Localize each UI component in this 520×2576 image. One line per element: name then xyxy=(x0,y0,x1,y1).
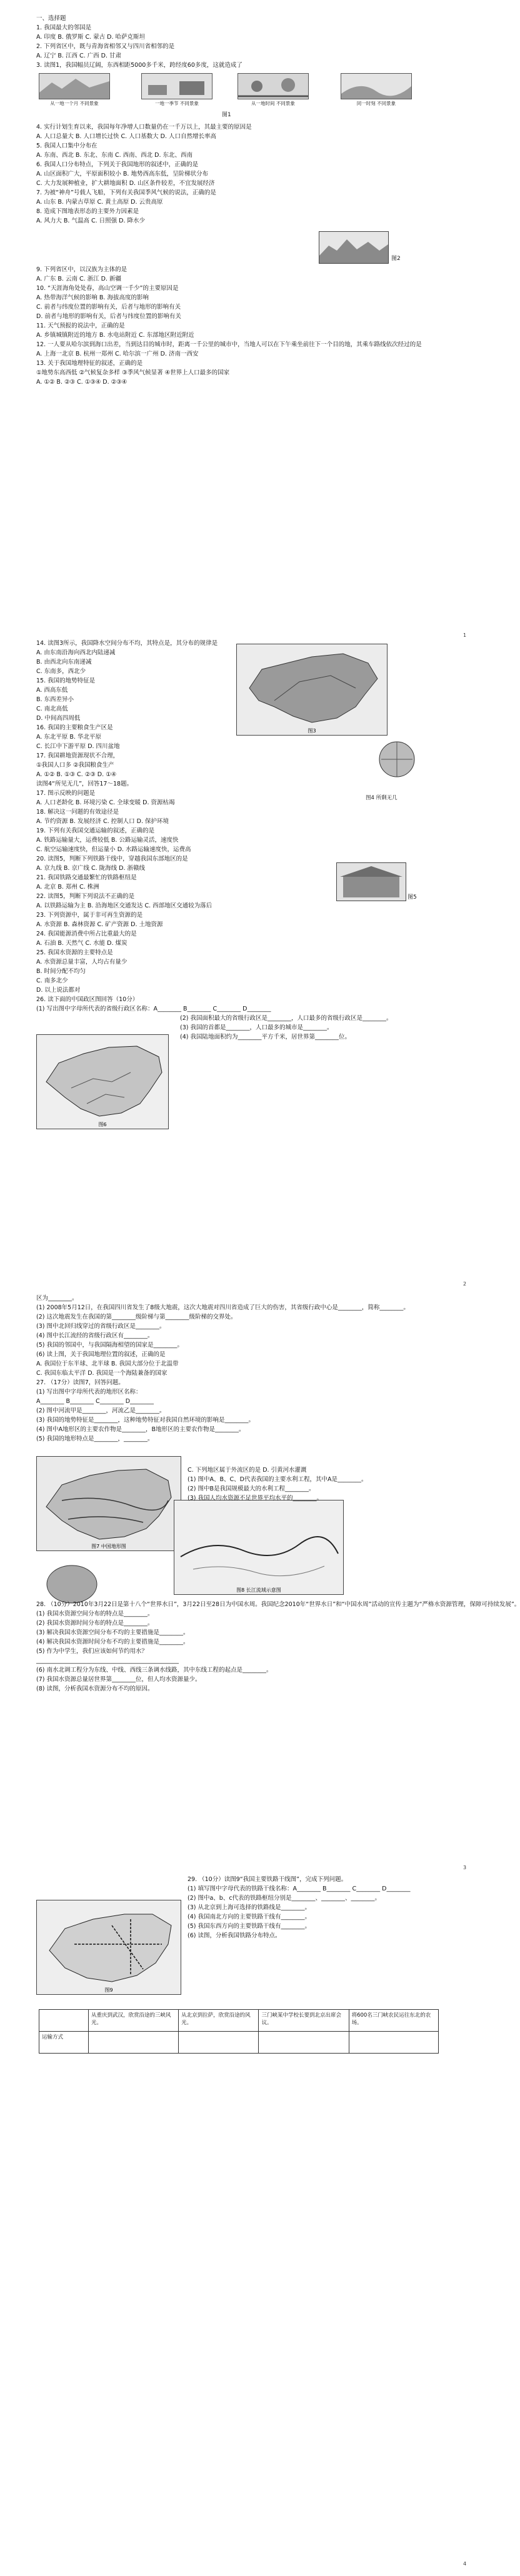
question-line: 4. 实行计划生育以来，我国每年净增人口数量仍在一千万以上，其最主要的原因是 xyxy=(36,124,252,131)
question-line: (1) 2008年5月12日，在我国四川省发生了8级大地震，这次大地震对四川省造成了巨大的伤害，其省级行政中心是________，简称________。 xyxy=(36,1304,409,1311)
china-political-map-sketch xyxy=(37,1035,168,1129)
figure-7-caption: 图7 中国地形图 xyxy=(91,1544,126,1549)
question-line: A. 乡镇城镇附近的地方 B. 水电站附近 C. 东部地区附近附近 xyxy=(36,332,194,339)
question-line: A. 热带海洋气候的影响 B. 海拔高度的影响 xyxy=(36,294,149,301)
question-line: D. 以上说法都对 xyxy=(36,987,81,994)
question-line: 12. 一人要从哈尔滨到海口出差，当到达目的城市时，距离一千公里的城市中，当地人可以在下午乘坐前往下一个目的地，其乘车路线依次经过的是 xyxy=(36,341,422,348)
question-line: 11. 天气预报的说法中，正确的是 xyxy=(36,322,125,329)
question-line: C. 我国东临太平洋 D. 我国是一个海陆兼备的国家 xyxy=(36,1370,168,1377)
composite-questions-26-27 xyxy=(36,1294,468,1444)
question-line: A. 石油 B. 天然气 C. 水能 D. 煤炭 xyxy=(36,940,128,947)
figure-8 xyxy=(174,1500,344,1595)
question-line: A. 山区面积广大，平原面积较小 B. 地势西高东低，呈阶梯状分布 xyxy=(36,171,208,177)
question-line: C. 下列地区属于外流区的是 D. 引黄河水灌溉 xyxy=(188,1467,307,1474)
question-line: 17. 图示反映的问题是 xyxy=(36,790,96,797)
question-line: (3) 我国人均水资源不足世界平均水平的________。 xyxy=(188,1495,322,1502)
table-cell: 将600名三门峡农民运往东北的农场。 xyxy=(349,2010,438,2032)
figure-5-caption: 图5 xyxy=(408,894,417,901)
question-line: 7. 为被“神舟”号载人飞船，下列有关我国季风气候的说法，正确的是 xyxy=(36,189,216,196)
question-line: (1) 填写图中字母代表的铁路干线名称：A________ B________ C________ D________ xyxy=(188,1885,411,1892)
question-line: (4) 图中长江流经的省级行政区有________。 xyxy=(36,1332,154,1339)
question-line: C. 航空运输速度快，但运量小 D. 水路运输速度快，运费高 xyxy=(36,846,191,853)
question-line: 1. 我国最大的邻国是 xyxy=(36,24,92,31)
composite-questions-28 xyxy=(36,1600,520,1694)
question-line: 20. 读图5，判断下列铁路干线中，穿越我国东部地区的是 xyxy=(36,856,188,862)
answer-cell[interactable] xyxy=(179,2032,259,2054)
page-number: 2 xyxy=(463,1281,467,1287)
question-line: C. 大力发展种植业，扩大耕地面积 D. 山区条件较差，不宜发展经济 xyxy=(36,180,215,187)
table-cell: 三门峡某中学校长要到北京出席会议。 xyxy=(259,2010,349,2032)
table-cell: 从北京到拉萨，欣赏沿途的风光。 xyxy=(179,2010,259,2032)
question-line: (4) 解决我国水资源时间分布不均的主要措施是________。 xyxy=(36,1639,189,1645)
question-line: (6) 南水北调工程分为东线、中线、西线三条调水线路，其中东线工程的起点是________。 xyxy=(36,1667,272,1674)
yangtze-basin-map-sketch xyxy=(174,1500,343,1594)
question-line: (4) 我国陆地面积约为________平方千米，居世界第________位。 xyxy=(180,1034,351,1041)
figure-2-caption: 图2 xyxy=(391,256,401,262)
question-line: (2) 图中a、b、c代表的铁路枢纽分别是________、________、________。 xyxy=(188,1895,381,1902)
question-line: 8. 造成下图地表形态的主要外力因素是 xyxy=(36,208,139,215)
figure-1-panel-caption: 从一地时间 不同景象 xyxy=(251,101,295,106)
question-line: 27. （17分）读图7，回答问题。 xyxy=(36,1379,124,1386)
question-line: 24. 我国能源消费中所占比重最大的是 xyxy=(36,931,137,937)
question-line: C. 南北高低 xyxy=(36,706,68,712)
question-line: B. 时间分配不均匀 xyxy=(36,968,86,975)
question-line: 22. 读图5，判断下列说法不正确的是 xyxy=(36,893,135,900)
question-line: (2) 这次地震发生在我国的第________级阶梯与第________级阶梯的交界处。 xyxy=(36,1314,237,1320)
question-line: D. 中间高四周低 xyxy=(36,715,81,722)
question-line: A. 水资源 B. 森林资源 C. 矿产资源 D. 土地资源 xyxy=(36,921,163,928)
figure-3-caption: 图3 xyxy=(308,728,316,734)
question-line: A. 水资源总量丰富，人均占有量少 xyxy=(36,959,128,966)
question-line: (7) 我国水资源总量居世界第________位，但人均水资源量少。 xyxy=(36,1676,201,1683)
question-line: C. 前者与纬度位置的影响有关，后者与地形的影响有关 xyxy=(36,304,181,311)
figure-1-panel-caption: 一地一季节 不同景象 xyxy=(155,101,199,106)
question-line: (2) 图中河流甲是________，河流乙是________。 xyxy=(36,1407,166,1414)
question-line: 10. “天涯海角处处春，高山空调一千少”的主要原因是 xyxy=(36,285,179,292)
figure-7 xyxy=(36,1456,181,1551)
question-line: (3) 我国的首都是________，人口最多的城市是________。 xyxy=(180,1024,333,1031)
question-line: 26. 读下面的中国政区图回答（10分） xyxy=(36,996,139,1003)
question-line: 9. 下列省区中，以汉族为主体的是 xyxy=(36,266,128,273)
question-line: A. 东北平原 B. 华北平原 xyxy=(36,734,101,741)
question-line: A. 北京 B. 郑州 C. 株洲 xyxy=(36,884,99,891)
question-line: 16. 我国的主要粮食生产区是 xyxy=(36,724,113,731)
question-line: B. 由西北向东南递减 xyxy=(36,659,92,666)
question-line: (1) 写出图中字母所代表的地形区名称： xyxy=(36,1389,142,1395)
question-line: 29. （10分）读图9“我国主要铁路干线图”，完成下列问题。 xyxy=(188,1876,348,1883)
table-cell xyxy=(39,2010,89,2032)
answer-cell[interactable] xyxy=(89,2032,179,2054)
question-line: A. 上海一北京 B. 杭州一郑州 C. 哈尔滨一广州 D. 济南一西安 xyxy=(36,351,199,357)
landscape-sketch xyxy=(142,74,212,99)
question-line: A. 人口老龄化 B. 环境污染 C. 全球变暖 D. 资源枯竭 xyxy=(36,799,175,806)
figure-1-panel xyxy=(341,73,412,106)
figure-9-caption: 图9 xyxy=(104,1987,113,1993)
question-line: (3) 图中北回归线穿过的省级行政区是________。 xyxy=(36,1323,166,1330)
question-line: A. 西高东低 xyxy=(36,687,68,694)
question-line: 14. 读图3所示，我国降水空间分布不均，其特点是，其分布的规律是 xyxy=(36,640,218,647)
question-line: A. 山东 B. 内蒙古草原 C. 黄土高原 D. 云贵高原 xyxy=(36,199,163,206)
question-line: A. 节约资源 B. 发展经济 C. 控制人口 D. 保护环境 xyxy=(36,818,169,825)
table-row xyxy=(39,2010,439,2032)
question-line: 3. 读图1，我国幅员辽阔，东西相距5000多千米，跨经度60多度，这就造成了 xyxy=(36,62,242,69)
table-cell: 从重庆到武汉，欣赏沿途的三峡风光。 xyxy=(89,2010,179,2032)
question-line: A. 风力大 B. 气温高 C. 日照强 D. 降水少 xyxy=(36,217,146,224)
question-line: 17. 我国耕地资源现状不合理， xyxy=(36,752,119,759)
question-line: (5) 我国的邻国中，与我国隔海相望的国家是________。 xyxy=(36,1342,183,1349)
landform-sketch xyxy=(319,232,388,263)
question-line: (5) 作为中学生，我们应该如何节约用水？ xyxy=(36,1648,148,1655)
question-line: (3) 我国的地势特征是________，这种地势特征对我国自然环境的影响是________。 xyxy=(36,1417,254,1424)
page-number: 1 xyxy=(463,632,467,638)
question-line: (3) 解决我国水资源空间分布不均的主要措施是________。 xyxy=(36,1629,189,1636)
question-line: 区为________。 xyxy=(36,1295,78,1302)
question-line: A. 广东 B. 云南 C. 浙江 D. 新疆 xyxy=(36,276,122,282)
question-line: C. 东南多，西北少 xyxy=(36,668,86,675)
question-line: C. 长江中下游平原 D. 四川盆地 xyxy=(36,743,120,750)
question-line: 28. （10分）2010年3月22日是第十八个“世界水日”，3月22日至28日为中国水周。我国纪念2010年“世界水日”和“中国水周”活动的宣传主题为“严格水资源管理，保障可持续发展”。 xyxy=(36,1601,520,1608)
question-line: A. 铁路运输量大，运费较低 B. 公路运输灵活，速度快 xyxy=(36,837,179,844)
landscape-sketch xyxy=(341,74,411,99)
railway-map-sketch xyxy=(37,1900,181,1994)
question-line: D. 前者与地形的影响有关，后者与纬度位置的影响有关 xyxy=(36,313,181,320)
question-line: (2) 我国水资源时间分布的特点是________。 xyxy=(36,1620,154,1627)
question-line: 18. 解决这一问题的有效途径是 xyxy=(36,809,119,816)
figure-6 xyxy=(36,1034,169,1129)
question-line: A. ①② B. ①③ C. ②③ D. ①④ xyxy=(36,771,117,778)
question-line: 15. 我国的地势特征是 xyxy=(36,677,96,684)
landscape-sketch xyxy=(39,74,109,99)
question-line: 读图4“所见无几”，回答17～18题。 xyxy=(36,781,133,787)
question-line: A. 人口总量大 B. 人口增长过快 C. 人口基数大 D. 人口自然增长率高 xyxy=(36,133,217,140)
choice-questions-4-8 xyxy=(36,122,468,226)
question-line: (6) 读图，分析我国铁路分布特点。 xyxy=(188,1932,281,1939)
question-line: (4) 我国南北方向的主要铁路干线有________。 xyxy=(188,1914,311,1920)
answer-cell[interactable] xyxy=(349,2032,438,2054)
question-line: A. 我国位于东半球、北半球 B. 我国大部分位于北温带 xyxy=(36,1360,179,1367)
question-line: A________ B________ C________ D________ xyxy=(36,1398,154,1405)
table-row xyxy=(39,2032,439,2054)
choice-questions-1-3 xyxy=(36,14,468,70)
figure-1-panel xyxy=(39,73,110,106)
question-line: (5) 我国的地形特点是________，________。 xyxy=(36,1435,154,1442)
question-line: 19. 下列有关我国交通运输的叙述，正确的是 xyxy=(36,827,155,834)
question-line: 2. 下列省区中，既与青海省相邻又与四川省相邻的是 xyxy=(36,43,175,50)
figure-4-caption: 图4 所剩无几 xyxy=(366,795,398,801)
table-row-header: 运输方式 xyxy=(39,2032,89,2054)
question-line: ①我国人口多 ②我国粮食生产 xyxy=(36,762,114,769)
question-line: 13. 关于我国地理特征的叙述，正确的是 xyxy=(36,360,143,367)
composite-questions-27-28 xyxy=(188,1465,468,1503)
question-line: (2) 图中B是我国规模最大的水利工程________。 xyxy=(188,1485,315,1492)
answer-cell[interactable] xyxy=(259,2032,349,2054)
choice-questions-14-26 xyxy=(36,639,468,1061)
figure-1-panel xyxy=(141,73,212,106)
figure-1-panel xyxy=(238,73,309,106)
question-line: A. 印度 B. 俄罗斯 C. 蒙古 D. 哈萨克斯坦 xyxy=(36,34,146,41)
section-title: 一、选择题 xyxy=(36,15,66,22)
composite-question-29 xyxy=(188,1875,468,1940)
question-line: 21. 我国铁路交通最繁忙的铁路枢纽是 xyxy=(36,874,137,881)
question-line: C. 南多北少 xyxy=(36,977,68,984)
question-line: (5) 我国东西方向的主要铁路干线有________。 xyxy=(188,1923,311,1930)
question-line: (4) 图中A地形区的主要农作物是________，B地形区的主要农作物是________。 xyxy=(36,1426,245,1433)
question-line: A. 辽宁 B. 江西 C. 广西 D. 甘肃 xyxy=(36,52,122,59)
question-line: (2) 我国面积最大的省级行政区是________，人口最多的省级行政区是________。 xyxy=(180,1015,392,1022)
question-line: (8) 读图，分析我国水资源分布不均的原因。 xyxy=(36,1685,154,1692)
question-line: (1) 写出图中字母所代表的省级行政区名称：A________ B________ C________ D________ xyxy=(36,1006,271,1012)
choice-questions-9-13 xyxy=(36,265,468,387)
figure-1-panel-caption: 同一时刻 不同景象 xyxy=(356,101,396,106)
figure-6-caption: 图6 xyxy=(98,1122,107,1127)
question-line: (3) 从北京到上海可选择的铁路线是________。 xyxy=(188,1904,311,1911)
figure-1-panel-caption: 从一地一个月 不同景象 xyxy=(50,101,99,106)
figure-1-caption: 图1 xyxy=(222,112,231,118)
transport-choice-table xyxy=(39,2009,439,2054)
question-line: ________________________________________________ xyxy=(36,1657,179,1664)
question-line: 23. 下列资源中，属于非可再生资源的是 xyxy=(36,912,143,919)
question-line: B. 东西差异小 xyxy=(36,696,74,703)
question-line: ①地势东高西低 ②气候复杂多样 ③季风气候显著 ④世界上人口最多的国家 xyxy=(36,369,230,376)
figure-2 xyxy=(319,231,389,264)
question-line: (6) 读上图，关于我国地理位置的叙述，正确的是 xyxy=(36,1351,166,1358)
question-line: A. 以铁路运输为主 B. 沿海地区交通发达 C. 西部地区交通较为落后 xyxy=(36,902,212,909)
figure-8-caption: 图8 长江流域示意图 xyxy=(236,1587,281,1593)
question-line: (1) 图中A、B、C、D代表我国的主要水利工程，其中A是________。 xyxy=(188,1476,368,1483)
question-line: A. ①② B. ②③ C. ①③④ D. ②③④ xyxy=(36,379,128,386)
question-line: (1) 我国水资源空间分布的特点是________。 xyxy=(36,1610,154,1617)
china-terrain-map-sketch xyxy=(37,1457,181,1550)
figure-9 xyxy=(36,1900,181,1995)
question-line: 25. 我国水资源的主要特点是 xyxy=(36,949,113,956)
landscape-sketch xyxy=(238,74,308,99)
question-line: A. 东南、西北 B. 东北、东南 C. 西南、西北 D. 东北、西南 xyxy=(36,152,193,159)
question-line: 6. 我国人口分布特点，下列关于我国地形的叙述中，正确的是 xyxy=(36,161,199,168)
page-number: 3 xyxy=(463,1865,467,1870)
question-line: 5. 我国人口集中分布在 xyxy=(36,142,98,149)
question-line: A. 由东南沿海向西北内陆递减 xyxy=(36,649,116,656)
question-line: A. 京九线 B. 京广线 C. 陇海线 D. 浙赣线 xyxy=(36,865,146,872)
page-number: 4 xyxy=(463,2561,467,2567)
